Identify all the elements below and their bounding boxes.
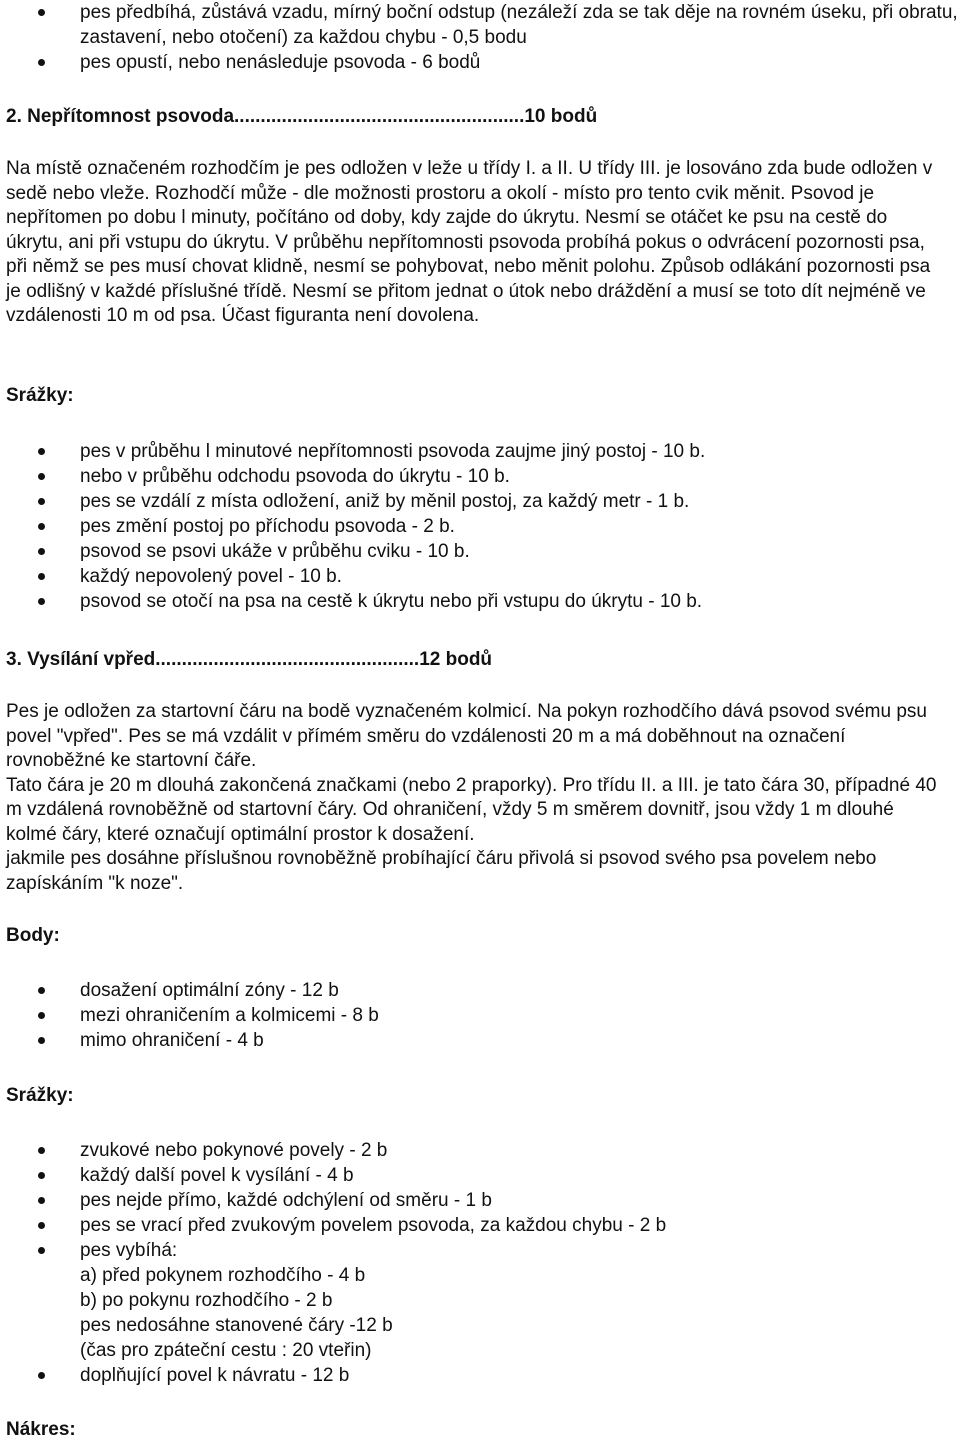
- bullet-icon: [38, 1247, 45, 1254]
- list-item: mimo ohraničení - 4 b: [0, 1028, 960, 1053]
- list-item: pes změní postoj po příchodu psovoda - 2 b.: [0, 514, 960, 539]
- nakres-label: Nákres:: [6, 1419, 76, 1440]
- list-item: pes v průběhu l minutové nepřítomnosti psovoda zaujme jiný postoj - 10 b.: [0, 439, 960, 464]
- top-list: [0, 0, 960, 75]
- bullet-icon: [38, 573, 45, 580]
- bullet-icon: [38, 598, 45, 605]
- bullet-icon: [38, 448, 45, 455]
- bullet-icon: [38, 1222, 45, 1229]
- bullet-icon: [38, 9, 45, 16]
- list-item: pes se vzdálí z místa odložení, aniž by měnil postoj, za každý metr - 1 b.: [0, 489, 960, 514]
- section-2-srazky-list: [0, 439, 960, 614]
- section-3-body-text: [6, 700, 948, 896]
- bullet-icon: [38, 1147, 45, 1154]
- bullet-icon: [38, 1012, 45, 1019]
- section-2-paragraph: Na místě označeném rozhodčím je pes odložen v leže u třídy I. a II. U třídy III. je losováno zda bude odložen v sedě nebo vleže. Rozhodčí může - dle možnosti prostoru a okolí - místo pro tento cvik měnit. Psovod je nepřítomen po dobu l minuty, počítáno od doby, kdy zajde do úkrytu. Nesmí se otáčet ke psu na cestě do úkrytu, ani při vstupu do úkrytu. V průběhu nepřítomnosti psovoda probíhá pokus o odvrácení pozornosti psa, při němž se pes musí chovat klidně, nesmí se pohybovat, nebo měnit polohu. Způsob odlákání pozornosti psa je odlišný v každé příslušné třídě. Nesmí se přitom jednat o útok nebo dráždění a musí se toto dít nejméně ve vzdálenosti 10 m od psa. Účast figuranta není dovolena.: [6, 158, 933, 326]
- bullet-icon: [38, 523, 45, 530]
- bullet-icon: [38, 987, 45, 994]
- bullet-icon: [38, 59, 45, 66]
- list-item: doplňující povel k návratu - 12 b: [0, 1363, 960, 1388]
- list-item: pes předbíhá, zůstává vzadu, mírný boční odstup (nezáleží zda se tak děje na rovném úseku, při obratu, zastavení, nebo otočení) za každou chybu - 0,5 bodu: [0, 0, 960, 50]
- list-item: každý další povel k vysílání - 4 b: [0, 1163, 960, 1188]
- section-3-srazky-list: [0, 1138, 960, 1388]
- bullet-icon: [38, 1197, 45, 1204]
- section-2-heading: 2. Nepřítomnost psovoda.......................................................10 bodů: [6, 106, 598, 127]
- list-item: psovod se otočí na psa na cestě k úkrytu nebo při vstupu do úkrytu - 10 b.: [0, 589, 960, 614]
- section-3-heading: 3. Vysílání vpřed..................................................12 bodů: [6, 649, 493, 670]
- list-item: zvukové nebo pokynové povely - 2 b: [0, 1138, 960, 1163]
- list-item: pes vybíhá: a) před pokynem rozhodčího - 4 b b) po pokynu rozhodčího - 2 b pes nedosáhne stanovené čáry -12 b (čas pro zpáteční cestu : 20 vteřin): [0, 1238, 960, 1363]
- bullet-icon: [38, 1172, 45, 1179]
- section-3-body-label: Body:: [6, 925, 60, 946]
- section-3-srazky-label: Srážky:: [6, 1085, 74, 1106]
- bullet-icon: [38, 1037, 45, 1044]
- list-item: pes se vrací před zvukovým povelem psovoda, za každou chybu - 2 b: [0, 1213, 960, 1238]
- list-item: dosažení optimální zóny - 12 b: [0, 978, 960, 1003]
- bullet-icon: [38, 473, 45, 480]
- list-item: mezi ohraničením a kolmicemi - 8 b: [0, 1003, 960, 1028]
- list-item: pes opustí, nebo nenásleduje psovoda - 6 bodů: [0, 50, 960, 75]
- section-3-paragraph: jakmile pes dosáhne příslušnou rovnoběžně probíhající čáru přivolá si psovod svého psa povelem nebo zapískáním "k noze".: [6, 848, 877, 894]
- bullet-icon: [38, 1372, 45, 1379]
- section-3-paragraph: Tato čára je 20 m dlouhá zakončená značkami (nebo 2 praporky). Pro třídu II. a III. je tato čára 30, případné 40 m vzdálená rovnoběžně od startovní čáry. Od ohraničení, vždy 5 m směrem dovnitř, jsou vždy 1 m dlouhé kolmé čáry, které označují optimální prostor k dosažení.: [6, 774, 937, 845]
- section-3-paragraph: Pes je odložen za startovní čáru na bodě vyznačeném kolmicí. Na pokyn rozhodčího dává psovod svému psu povel "vpřed". Pes se má vzdálit v přímém směru do vzdálenosti 20 m a má doběhnout na označení rovnoběžné ke startovní čáře.: [6, 701, 927, 771]
- list-item: pes nejde přímo, každé odchýlení od směru - 1 b: [0, 1188, 960, 1213]
- section-2-srazky-label: Srážky:: [6, 385, 74, 406]
- list-item: každý nepovolený povel - 10 b.: [0, 564, 960, 589]
- bullet-icon: [38, 548, 45, 555]
- list-item: nebo v průběhu odchodu psovoda do úkrytu - 10 b.: [0, 464, 960, 489]
- bullet-icon: [38, 498, 45, 505]
- section-3-body-list: [0, 978, 960, 1053]
- list-item: psovod se psovi ukáže v průběhu cviku - 10 b.: [0, 539, 960, 564]
